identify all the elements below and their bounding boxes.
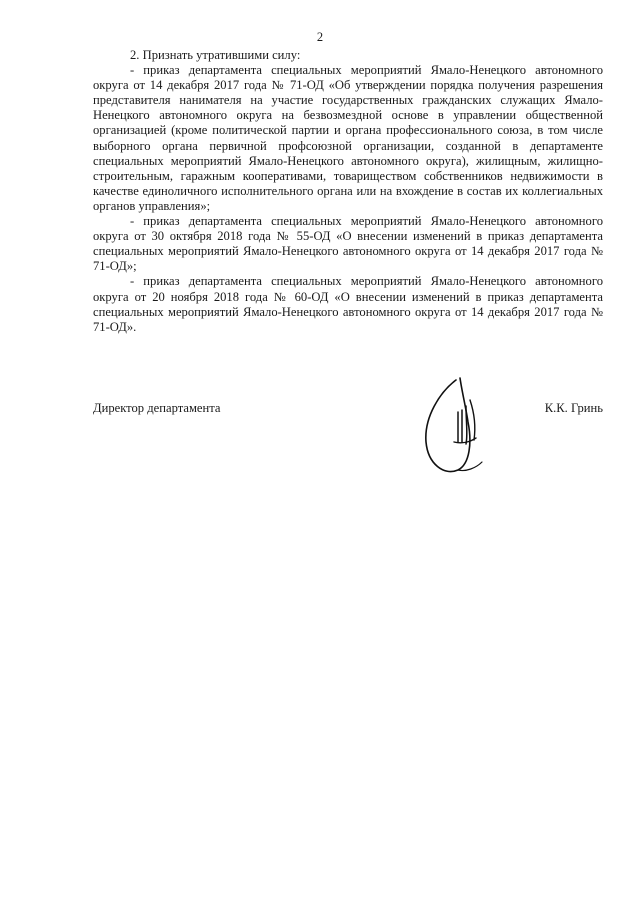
paragraph-order-60: - приказ департамента специальных мероприятий Ямало-Ненецкого автономного округа от 20 ноября 2018 года № 60-ОД «О внесении изменений в приказ департамента специальных мероприятий Ямало-Ненецкого автономного округа от 14 декабря 2017 года № 71-ОД».: [93, 274, 603, 334]
signatory-title: Директор департамента: [93, 401, 221, 415]
paragraph-order-71: - приказ департамента специальных мероприятий Ямало-Ненецкого автономного округа от 14 декабря 2017 года № 71-ОД «Об утверждении порядка получения разрешения представителя нанимателя на участие государственных гражданских служащих Ямало-Ненецкого автономного округа на безвозмездной основе в управлении общественной организацией (кроме политической партии и органа профессионального союза, в том числе выборного органа первичной профсоюзной организации, созданной в департаменте специальных мероприятий Ямало-Ненецкого автономного округа), жилищным, жилищно-строительным, гаражным кооперативами, товариществом собственников недвижимости в качестве единоличного исполнительного органа или на вхождение в состав их коллегиальных органов управления»;: [93, 63, 603, 213]
page-number: 2: [316, 30, 324, 44]
paragraph-repeal-heading: 2. Признать утратившими силу:: [130, 48, 301, 62]
paragraph-order-55: - приказ департамента специальных мероприятий Ямало-Ненецкого автономного округа от 30 октября 2018 года № 55-ОД «О внесении изменений в приказ департамента специальных мероприятий Ямало-Ненецкого автономного округа от 14 декабря 2017 года № 71-ОД»;: [93, 214, 603, 274]
signatory-name: К.К. Гринь: [544, 401, 603, 415]
handwritten-signature-icon: [418, 372, 498, 482]
document-body: [93, 48, 603, 335]
